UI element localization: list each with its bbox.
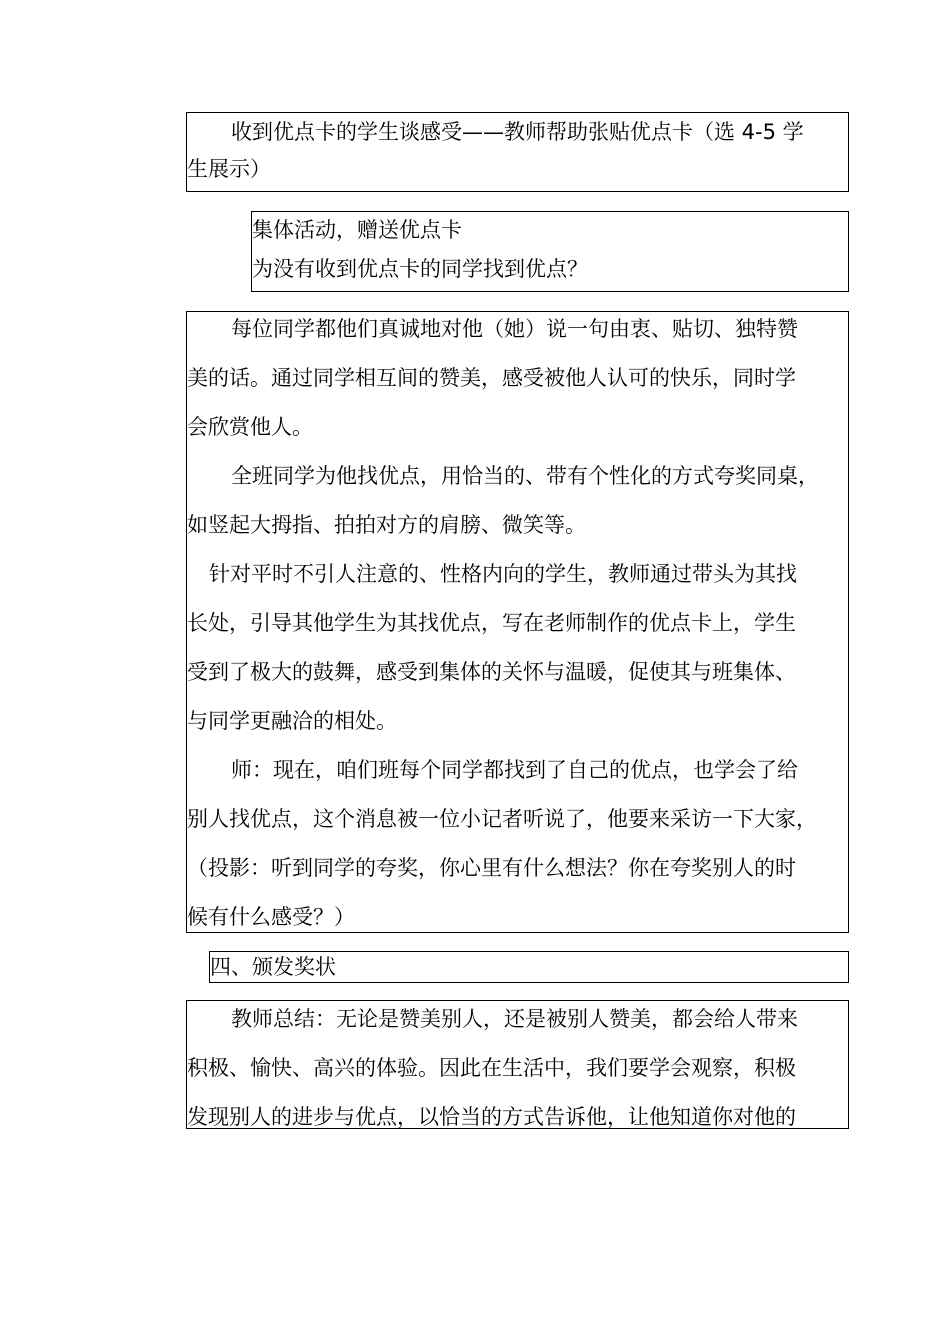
paragraph-line: 收到优点卡的学生谈感受——教师帮助张贴优点卡（选 4-5 学 <box>231 120 804 144</box>
text-block-group-activity <box>251 211 849 292</box>
paragraph-line: 如竖起大拇指、拍拍对方的肩膀、微笑等。 <box>187 513 586 537</box>
paragraph-line: 教师总结：无论是赞美别人，还是被别人赞美，都会给人带来 <box>231 1007 798 1031</box>
paragraph-line: 师：现在，咱们班每个同学都找到了自己的优点，也学会了给 <box>231 758 798 782</box>
paragraph-line: 候有什么感受？） <box>187 905 355 929</box>
section-heading-box <box>209 951 849 983</box>
paragraph-line: 美的话。通过同学相互间的赞美，感受被他人认可的快乐，同时学 <box>187 366 796 390</box>
paragraph-line: 长处，引导其他学生为其找优点，写在老师制作的优点卡上，学生 <box>187 611 796 635</box>
paragraph-line: 别人找优点，这个消息被一位小记者听说了，他要来采访一下大家， <box>187 807 817 831</box>
section-heading: 四、颁发奖状 <box>210 955 336 979</box>
activity-title: 集体活动，赠送优点卡 <box>252 218 462 242</box>
paragraph-line: 发现别人的进步与优点，以恰当的方式告诉他，让他知道你对他的 <box>187 1105 796 1129</box>
paragraph-line: 每位同学都他们真诚地对他（她）说一句由衷、贴切、独特赞 <box>231 317 798 341</box>
paragraph-line: 与同学更融洽的相处。 <box>187 709 397 733</box>
paragraph-line: 生展示） <box>187 157 271 181</box>
paragraph-line: 会欣赏他人。 <box>187 415 313 439</box>
paragraph-line: 针对平时不引人注意的、性格内向的学生，教师通过带头为其找 <box>209 562 797 586</box>
text-block-teacher-summary <box>186 1000 849 1129</box>
paragraph-line: 积极、愉快、高兴的体验。因此在生活中，我们要学会观察，积极 <box>187 1056 796 1080</box>
text-block-praise-activity <box>186 311 849 933</box>
paragraph-line: 全班同学为他找优点，用恰当的、带有个性化的方式夸奖同桌， <box>231 464 819 488</box>
paragraph-line: （投影：听到同学的夸奖，你心里有什么想法？你在夸奖别人的时 <box>187 856 796 880</box>
paragraph-line: 受到了极大的鼓舞，感受到集体的关怀与温暖，促使其与班集体、 <box>187 660 796 684</box>
activity-question: 为没有收到优点卡的同学找到优点？ <box>252 257 588 281</box>
text-block-student-feedback <box>186 112 849 192</box>
